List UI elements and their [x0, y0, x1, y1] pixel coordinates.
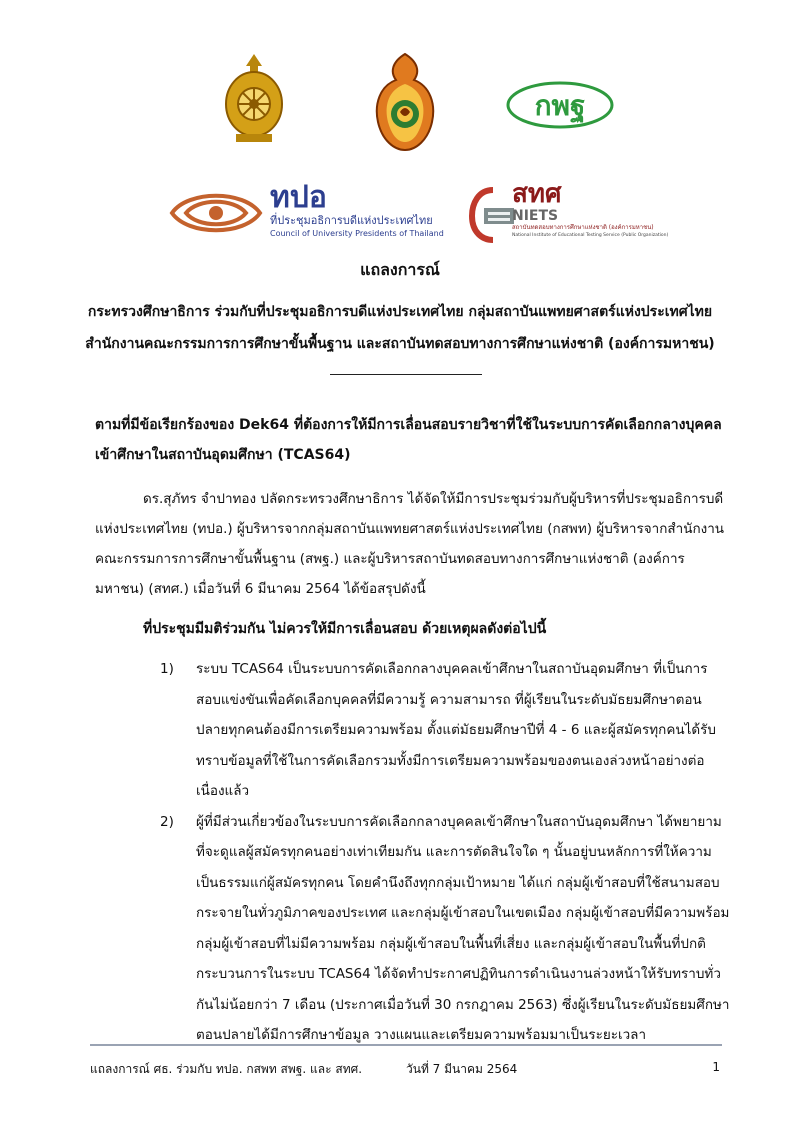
page-number: 1: [712, 1060, 720, 1074]
footer-divider: [90, 1044, 722, 1046]
cupt-english-name: Council of University Presidents of Thailand: [270, 229, 444, 238]
intro-statement: ตามที่มีข้อเรียกร้องของ Dek64 ที่ต้องการให้มีการเลื่อนสอบรายวิชาที่ใช้ในระบบการคัดเลือกกลางบุคคลเข้าศึกษาในสถาบันอุดมศึกษา (TCAS64): [95, 417, 722, 463]
cupt-thai-name: ที่ประชุมอธิการบดีแห่งประเทศไทย: [270, 214, 433, 227]
list-item: [160, 807, 730, 1051]
footer-document-name: แถลงการณ์ ศธ. ร่วมกับ ทปอ. กสพท สพฐ. และ สทศ.: [90, 1062, 363, 1076]
meeting-paragraph: [95, 484, 725, 604]
resolution-heading: ที่ประชุมมีมติร่วมกัน ไม่ควรให้มีการเลื่อนสอบ ด้วยเหตุผลดังต่อไปนี้: [143, 621, 547, 637]
title-divider: [330, 374, 482, 375]
list-item-number: 2): [160, 813, 174, 830]
reasons-list: [160, 654, 730, 1051]
list-item-text: ระบบ TCAS64 เป็นระบบการคัดเลือกกลางบุคคลเข้าศึกษาในสถาบันอุดมศึกษา ที่เป็นการสอบแข่งขันเพื่อคัดเลือกบุคคลที่มีความรู้ ความสามารถ ที่ผู้เรียนในระดับมัธยมศึกษาตอนปลายทุกคนต้องมีการเตรียมความพร้อม ตั้งแต่มัธยมศึกษาปีที่ 4 - 6 และผู้สมัครทุกคนได้รับทราบข้อมูลที่ใช้ในการคัดเลือกรวมทั้งมีการเตรียมความพร้อมของตนเองล่วงหน้าอย่างต่อเนื่องแล้ว: [196, 661, 716, 799]
niets-english-name: National Institute of Educational Testing Service (Public Organization): [512, 233, 669, 238]
niets-emblem-logo: [468, 186, 518, 244]
ohec-logo-text: กพฐ: [534, 89, 586, 122]
list-item: [160, 654, 730, 807]
document-title: แถลงการณ์: [360, 260, 440, 279]
niets-logo-text: [512, 180, 672, 239]
niets-thai-abbr: สทศ: [512, 179, 562, 209]
ohec-text-logo: [505, 80, 615, 130]
meeting-paragraph-text: ดร.สุภัทร จำปาทอง ปลัดกระทรวงศึกษาธิการ ได้จัดให้มีการประชุมร่วมกับผู้บริหารที่ประชุมอธิการบดีแห่งประเทศไทย (ทปอ.) ผู้บริหารจากกลุ่มสถาบันแพทยศาสตร์แห่งประเทศไทย (กสพท) ผู้บริหารจากสำนักงานคณะกรรมการการศึกษาขั้นพื้นฐาน (สพฐ.) และผู้บริหารสถาบันทดสอบทางการศึกษาแห่งชาติ (องค์การมหาชน) (สทศ.) เมื่อวันที่ 6 มีนาคม 2564 ได้ข้อสรุปดังนี้: [95, 491, 725, 597]
subtitle-line-2: สำนักงานคณะกรรมการการศึกษาขั้นพื้นฐาน และสถาบันทดสอบทางการศึกษาแห่งชาติ (องค์การมหาชน): [85, 336, 715, 352]
subtitle-line-1: กระทรวงศึกษาธิการ ร่วมกับที่ประชุมอธิการบดีแห่งประเทศไทย กลุ่มสถาบันแพทยศาสตร์แห่งประเทศไทย: [87, 304, 713, 320]
list-item-text: ผู้ที่มีส่วนเกี่ยวข้องในระบบการคัดเลือกกลางบุคคลเข้าศึกษาในสถาบันอุดมศึกษา ได้พยายามที่จะดูแลผู้สมัครทุกคนอย่างเท่าเทียมกัน และการตัดสินใจใด ๆ นั้นอยู่บนหลักการที่ให้ความเป็นธรรมแก่ผู้สมัครทุกคน โดยคำนึงถึงทุกกลุ่มเป้าหมาย ได้แก่ กลุ่มผู้เข้าสอบที่ใช้สนามสอบกระจายในทั่วภูมิภาคของประเทศ และกลุ่มผู้เข้าสอบในเขตเมือง กลุ่มผู้เข้าสอบที่มีความพร้อม กลุ่มผู้เข้าสอบที่ไม่มีความพร้อม กลุ่มผู้เข้าสอบในพื้นที่เสี่ยง และกลุ่มผู้เข้าสอบในพื้นที่ปกติ กระบวนการในระบบ TCAS64 ได้จัดทำประกาศปฏิทินการดำเนินงานล่วงหน้าให้รับทราบทั่วกันไม่น้อยกว่า 7 เดือน (ประกาศเมื่อวันที่ 30 กรกฎาคม 2563) ซึ่งผู้เรียนในระดับมัธยมศึกษาตอนปลายได้มีการศึกษาข้อมูล วางแผนและเตรียมความพร้อมมาเป็นระยะเวลา: [196, 813, 730, 1043]
cupt-emblem-logo: [168, 188, 264, 238]
footer-date: วันที่ 7 มีนาคม 2564: [406, 1062, 518, 1076]
obec-emblem-logo: [370, 52, 440, 152]
ministry-emblem-logo: [222, 52, 286, 144]
document-subtitle: [60, 296, 740, 360]
cupt-abbr: ทปอ: [270, 180, 327, 215]
logo-row-bottom: [0, 176, 800, 256]
niets-en-abbr: NIETS: [512, 208, 559, 224]
cupt-logo-text: [270, 182, 470, 239]
niets-thai-name: สถาบันทดสอบทางการศึกษาแห่งชาติ (องค์การมหาชน): [512, 224, 654, 231]
logo-row-top: [0, 52, 800, 152]
list-item-number: 1): [160, 661, 174, 677]
